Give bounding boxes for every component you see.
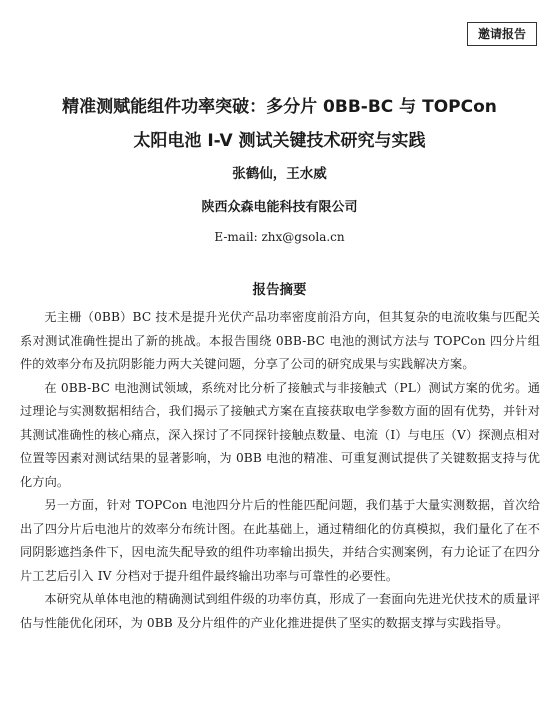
title-line-1: 精准测赋能组件功率突破：多分片 0BB-BC 与 TOPCon: [62, 97, 497, 117]
authors: 张鹤仙，王水威: [232, 166, 327, 182]
abstract-paragraph: 在 0BB-BC 电池测试领域，系统对比分析了接触式与非接触式（PL）测试方案的优劣。通过理论与实测数据相结合，我们揭示了接触式方案在直接获取电学参数方面的固有优势，并针对其测试准确性的核心痛点，深入探讨了不同探针接触点数量、电流（I）与电压（V）探测点相对位置等因素对测试结果的显著影响，为 0BB 电池的精准、可重复测试提供了关键数据支持与优化方向。: [20, 380, 540, 489]
abstract-paragraph: 本研究从单体电池的精确测试到组件级的功率仿真，形成了一套面向先进光伏技术的质量评估与性能优化闭环，为 0BB 及分片组件的产业化推进提供了坚实的数据支撑与实践指导。: [20, 592, 540, 630]
abstract-body: [20, 306, 540, 635]
invited-report-badge: 邀请报告: [467, 22, 537, 46]
title-line-2: 太阳电池 I-V 测试关键技术研究与实践: [133, 131, 426, 151]
affiliation: 陕西众森电能科技有限公司: [201, 200, 358, 215]
abstract-heading: 报告摘要: [252, 282, 307, 298]
abstract-paragraph: 另一方面，针对 TOPCon 电池四分片后的性能匹配问题，我们基于大量实测数据，首次给出了四分片后电池片的效率分布统计图。在此基础上，通过精细化的仿真模拟，我们量化了在不同阴影遮挡条件下，因电流失配导致的组件功率输出损失，并结合实测案例，有力论证了在四分片工艺后引入 IV 分档对于提升组件最终输出功率与可靠性的必要性。: [20, 498, 540, 583]
email: E-mail: zhx@gsola.cn: [214, 230, 345, 244]
abstract-paragraph: 无主栅（0BB）BC 技术是提升光伏产品功率密度前沿方向，但其复杂的电流收集与匹配关系对测试准确性提出了新的挑战。本报告围绕 0BB-BC 电池的测试方法与 TOPCon 四分片组件的效率分布及抗阴影能力两大关键问题，分享了公司的研究成果与实践解决方案。: [20, 310, 540, 371]
